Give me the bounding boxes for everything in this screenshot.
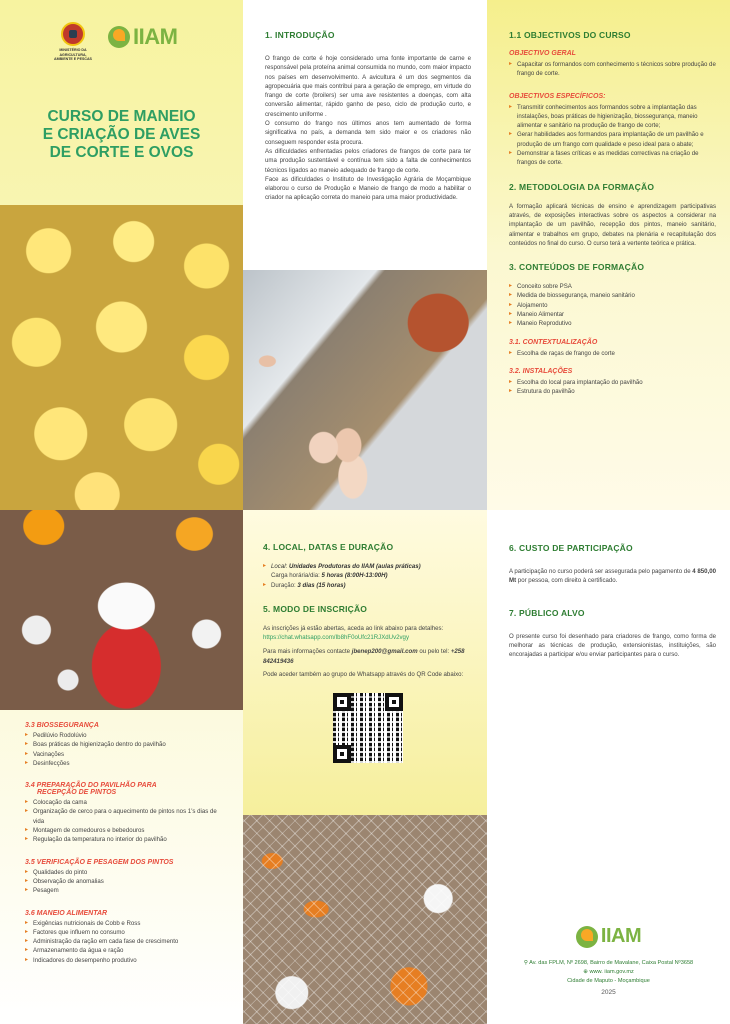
text: por pessoa, com direito à certificado. xyxy=(516,577,618,585)
installations-list xyxy=(509,378,716,397)
section-heading-line: RECEPÇÃO DE PINTOS xyxy=(37,789,117,797)
location-pin-icon: ⚲ xyxy=(523,959,530,966)
iiam-logo-icon xyxy=(108,26,130,48)
email-link[interactable]: jbenep200@gmail.com xyxy=(351,648,418,656)
objectives-panel xyxy=(487,0,730,510)
list-item: ▸ Montagem de comedouros e bebedouros xyxy=(25,826,225,835)
list-item: ▸ Escolha de raças de frango de corte xyxy=(509,349,716,358)
list-item: ▸ Transmitir conhecimentos aos formandos sobre a implantação das instalações, boas práticas de higienização, biossegurança, maneio alimentar e sanitário na produção de frango de corte; xyxy=(509,103,716,131)
list-item: ▸ Alojamento xyxy=(509,301,716,310)
list-item: ▸ Observação de anomalias xyxy=(25,877,225,886)
section-heading-methodology: 2. METODOLOGIA DA FORMAÇÃO xyxy=(509,181,655,192)
text: A participação no curso poderá ser assegurada pelo pagamento de xyxy=(509,568,693,575)
website-text[interactable]: www. iiam.gov.mz xyxy=(589,968,634,975)
list-item: ▸ Exigências nutricionais de Cobb e Ross xyxy=(25,919,225,928)
section-heading-line: 3.4 PREPARAÇÃO DO PAVILHÃO PARA xyxy=(25,782,157,790)
intro-paragraph: O consumo do frango nos últimos anos tem aumentado de forma significativa no país, a demanda tem sido maior e os criadores não conseguem responder esta procura. xyxy=(265,120,471,146)
list-item: ▸ Administração da ração em cada fase de crescimento xyxy=(25,937,225,946)
feeding-list xyxy=(25,919,225,965)
section-heading-objectives: 1.1 OBJECTIVOS DO CURSO xyxy=(509,30,631,40)
registration-text: As inscrições já estão abertas, aceda ao link abaixo para detalhes: xyxy=(263,624,444,632)
label: Carga horária/dia: xyxy=(271,572,322,580)
cost-text xyxy=(509,567,716,586)
section-heading-biosecurity: 3.3 BIOSSEGURANÇA xyxy=(25,722,99,729)
section-heading-registration: 5. MODO DE INSCRIÇÃO xyxy=(263,603,368,614)
list-item: ▸ Regulação da temperatura no interior do pavilhão xyxy=(25,835,225,844)
list-item: ▸ Medida de biossegurança, maneio sanitário xyxy=(509,291,716,300)
methodology-text: A formação aplicará técnicas de ensino e aprendizagem participativas através, de exposições interactivas sobre os aspectos a considerar na implantação de um pavilhão, recepção dos pintos, maneio sanitário, alimentar e trabalhos em grupo, debates na plenária e recapitulação dos conteúdos no final do curso. O curso terá a vertente teórica e prática. xyxy=(509,202,716,247)
list-item: ▸ Maneio Reprodutivo xyxy=(509,319,716,328)
text: ou pelo tel: xyxy=(417,648,451,656)
price: 4 850,00 Mt xyxy=(509,568,717,585)
contents-list xyxy=(509,282,716,328)
duration-item xyxy=(263,581,473,590)
list-item: ▸ Colocação da cama xyxy=(25,798,225,807)
contact-text xyxy=(263,647,473,666)
poultry-pens-photo xyxy=(243,815,487,1024)
ministry-logo xyxy=(52,22,94,62)
qr-corner xyxy=(333,745,351,763)
introduction-section xyxy=(243,0,487,270)
whatsapp-link[interactable]: https://chat.whatsapp.com/Ib8hF0oUfc21RJXdUv2vgy xyxy=(263,634,409,642)
address-text: Av. das FPLM, Nº 2698, Bairro de Mavalane, Caixa Postal Nº3658 xyxy=(529,959,694,966)
list-item: ▸ Factores que influem no consumo xyxy=(25,928,225,937)
section-heading-introduction: 1. INTRODUÇÃO xyxy=(265,30,335,40)
specific-objectives-list xyxy=(509,103,716,168)
course-topics-left xyxy=(0,710,243,1024)
value: 5 horas (8:00H-13:00H) xyxy=(321,572,388,580)
pavilion-prep-list xyxy=(25,798,225,844)
contextualization-label: 3.1. CONTEXTUALIZAÇÃO xyxy=(509,338,598,346)
list-item: ▸ Desinfecções xyxy=(25,759,225,768)
list-item: ▸ Qualidades do pinto xyxy=(25,868,225,877)
qr-corner xyxy=(333,693,351,711)
general-objective-list xyxy=(509,60,716,79)
footer-website[interactable] xyxy=(487,968,730,977)
mozambique-emblem-icon xyxy=(61,22,85,46)
location-list xyxy=(263,562,473,590)
list-item: ▸ Vacinações xyxy=(25,750,225,759)
intro-paragraph: O frango de corte é hoje considerado uma fonte importante de carne e responsável pela proteína animal consumida no mundo, com maior impacto nos países em desenvolvimento. A avicultura é um dos segmentos da agropecuária que mais contribui para a geração de emprego, em virtude do frango de corte (broilers) ser uma ave resistentes a doenças, com alta conversão alimentar, rápido ganho de peso, ciclo de produção curto, e crescimento uniforme . xyxy=(265,55,471,118)
section-heading-pavilion-prep xyxy=(25,782,225,796)
phone-number[interactable]: +258 842419436 xyxy=(263,648,465,665)
list-item: ▸ Conceito sobre PSA xyxy=(509,282,716,291)
list-item: ▸ Pedilúvio Rodolúvio xyxy=(25,731,225,740)
list-item: ▸ Demonstrar a fases críticas e as medidas correctivas na criação de frangos de corte. xyxy=(509,149,716,168)
contact-footer xyxy=(487,925,730,997)
iiam-logo-text: IIAM xyxy=(133,24,178,49)
list-item: ▸ Indicadores do desempenho produtivo xyxy=(25,956,225,965)
list-item: ▸ Escolha do local para implantação do pavilhão xyxy=(509,378,716,387)
label: Local: xyxy=(271,563,289,570)
list-item: ▸ Armazenamento da água e ração xyxy=(25,946,225,955)
course-title xyxy=(0,108,243,162)
section-heading-chick-weighing: 3.5 VERIFICAÇÃO E PESAGEM DOS PINTOS xyxy=(25,858,174,866)
list-item: ▸ Capacitar os formandos com conhecimento s técnicos sobre produção de frango de corte. xyxy=(509,60,716,79)
general-objective-label: OBJECTIVO GERAL xyxy=(509,50,576,57)
section-heading-feeding: 3.6 MANEIO ALIMENTAR xyxy=(25,909,108,917)
contextualization-list xyxy=(509,349,716,358)
footer-iiam-logo xyxy=(576,925,641,948)
list-item: ▸ Maneio Alimentar xyxy=(509,310,716,319)
specific-objectives-label: OBJECTIVOS ESPECÍFICOS: xyxy=(509,92,606,100)
globe-icon: ⊕ xyxy=(583,968,590,975)
chicks-photo xyxy=(0,205,243,510)
list-item: ▸ Gerar habilidades aos formandos para implantação de um pavilhão e produção de um frango com qualidade e peso ideal para o abate; xyxy=(509,130,716,149)
audience-text: O presente curso foi desenhado para criadores de frango, como forma de melhorar as técnicas de produção, extensionistas, instituições, são encorajadas a participar e/ou enviar participantes para o curso. xyxy=(509,632,716,659)
footer-address xyxy=(487,959,730,968)
whatsapp-qr-code[interactable] xyxy=(333,693,403,763)
iiam-logo-icon xyxy=(576,926,598,948)
section-heading-cost: 6. CUSTO DE PARTICIPAÇÃO xyxy=(509,543,633,553)
egg-belt-photo xyxy=(243,270,487,510)
intro-paragraph: As dificuldades enfrentadas pelos criadores de frangos de corte para ter uma produção sustentável e contínua tem sido a falta de conhecimentos técnicos ligados ao maneio adequado de frango de corte. xyxy=(265,147,471,174)
list-item: ▸ Boas práticas de higienização dentro do pavilhão xyxy=(25,740,225,749)
qr-text: Pode aceder também ao grupo de Whatsapp através do QR Code abaixo: xyxy=(263,671,464,679)
footer-city: Cidade de Maputo - Moçambique xyxy=(567,977,650,984)
section-heading-contents: 3. CONTEÚDOS DE FORMAÇÃO xyxy=(509,262,645,273)
cover-header xyxy=(0,0,243,205)
iiam-logo-text: IIAM xyxy=(600,925,642,947)
label: Duração: xyxy=(271,581,298,589)
list-item: ▸ Organização de cerco para o aquecimento de pintos nos 1's dias de vida xyxy=(25,807,225,826)
ministry-name: MINISTÉRIO DA AGRICULTURA, AMBIENTE E PESCAS xyxy=(54,48,92,61)
biosecurity-list xyxy=(25,731,225,768)
list-item: ▸ Estrutura do pavilhão xyxy=(509,387,716,396)
section-heading-audience: 7. PÚBLICO ALVO xyxy=(509,607,585,618)
course-title-line: DE CORTE E OVOS xyxy=(49,144,194,161)
intro-paragraph: Face as dificuldades o Instituto de Investigação Agrária de Moçambique elaborou o curso de Produção e Maneio de frango de modo a habilitar o criador na aplicação correta do maneio para uma maior productividade. xyxy=(265,175,471,202)
chick-weighing-list xyxy=(25,868,225,896)
section-heading-location: 4. LOCAL, DATAS E DURAÇÃO xyxy=(263,542,394,552)
location-item xyxy=(263,562,473,581)
footer-year: 2025 xyxy=(601,988,616,996)
iiam-logo xyxy=(108,24,177,50)
feeder-photo xyxy=(0,510,243,710)
text: Para mais informações contacte xyxy=(263,648,352,656)
value: Unidades Produtoras do IIAM (aulas práticas) xyxy=(288,563,421,570)
value: 3 dias (15 horas) xyxy=(297,581,346,589)
course-title-line: CURSO DE MANEIO xyxy=(47,108,196,125)
course-title-line: E CRIAÇÃO DE AVES xyxy=(42,126,201,143)
list-item: ▸ Pesagem xyxy=(25,886,225,895)
location-registration-panel xyxy=(243,510,487,815)
qr-corner xyxy=(385,693,403,711)
installations-label: 3.2. INSTALAÇÕES xyxy=(509,367,573,375)
